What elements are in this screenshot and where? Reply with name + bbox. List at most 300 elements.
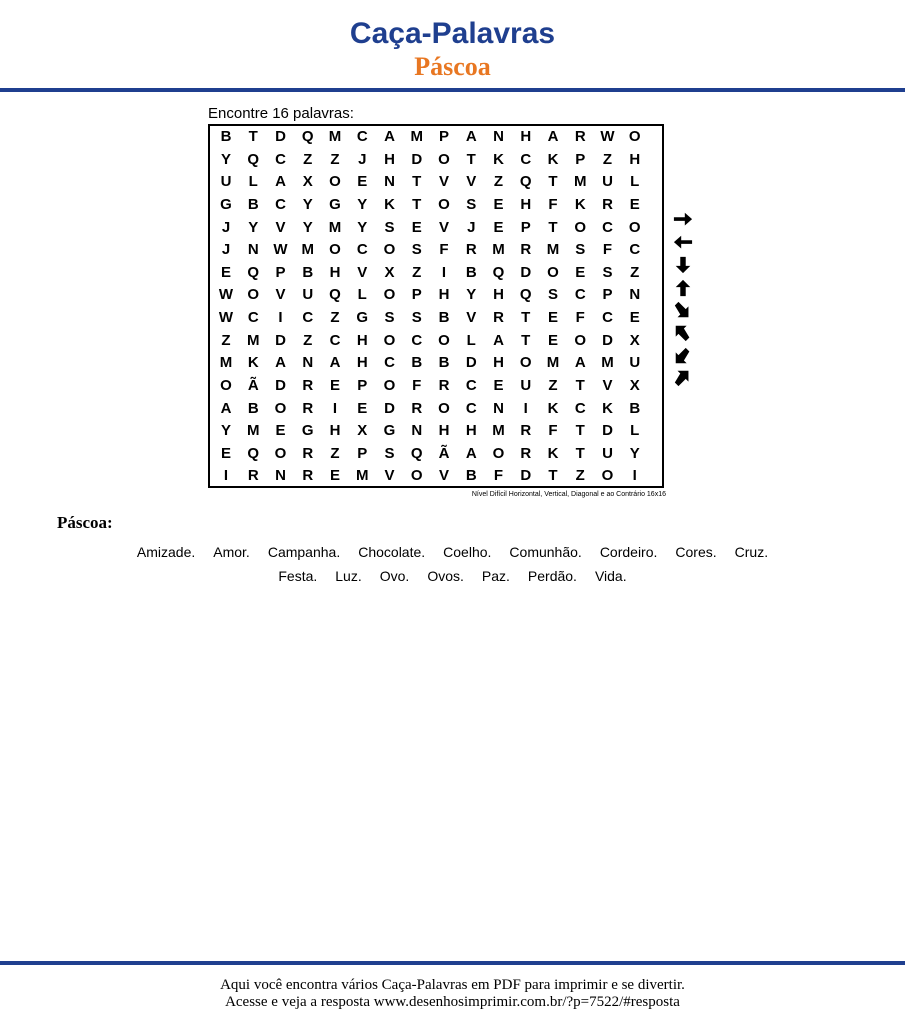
grid-cell[interactable]: J xyxy=(221,218,231,236)
grid-cell[interactable]: T xyxy=(521,331,531,349)
grid-cell[interactable]: M xyxy=(492,241,505,259)
grid-cell[interactable]: V xyxy=(602,376,613,394)
grid-cell[interactable]: D xyxy=(520,467,532,485)
grid-cell[interactable]: Z xyxy=(303,331,313,349)
grid-cell[interactable]: H xyxy=(520,195,532,213)
grid-cell[interactable]: P xyxy=(411,286,422,304)
top-divider xyxy=(0,88,905,92)
grid-cell[interactable]: D xyxy=(411,150,423,168)
grid-cell[interactable]: O xyxy=(574,218,587,236)
grid-cell[interactable]: Ã xyxy=(247,376,259,394)
grid-cell[interactable]: H xyxy=(329,263,341,281)
grid-cell[interactable]: Y xyxy=(466,286,477,304)
grid-cell[interactable]: V xyxy=(438,467,449,485)
grid-cell[interactable]: O xyxy=(274,399,287,417)
grid-cell[interactable]: L xyxy=(630,422,640,440)
grid-cell[interactable]: H xyxy=(465,422,477,440)
grid-cell[interactable]: G xyxy=(356,309,369,326)
grid-cell[interactable]: C xyxy=(329,331,341,349)
grid-row xyxy=(210,420,662,442)
arrow-up-left-icon xyxy=(670,323,696,343)
footer-text: Aqui você encontra vários Caça-Palavras em PDF para imprimir e se divertir. xyxy=(220,977,685,993)
grid-cell[interactable]: E xyxy=(629,309,640,326)
grid-cell[interactable]: E xyxy=(493,195,504,213)
grid-cell[interactable]: T xyxy=(575,376,585,394)
grid-cell[interactable]: X xyxy=(384,263,395,281)
grid-cell[interactable]: N xyxy=(384,173,395,191)
grid-cell[interactable]: Z xyxy=(575,467,585,485)
arrow-down-left-icon xyxy=(670,346,696,366)
grid-cell[interactable]: Z xyxy=(493,173,504,191)
grid-cell[interactable]: M xyxy=(328,128,342,145)
grid-cell[interactable]: W xyxy=(218,286,234,304)
grid-cell[interactable]: D xyxy=(275,128,286,145)
grid-cell[interactable]: R xyxy=(302,376,314,394)
grid-cell[interactable]: Z xyxy=(548,376,558,394)
grid-cell[interactable]: B xyxy=(302,263,314,281)
grid-cell[interactable]: P xyxy=(357,444,368,462)
grid-row xyxy=(210,307,662,329)
grid-cell[interactable]: R xyxy=(493,309,504,326)
grid-cell[interactable]: A xyxy=(384,128,395,145)
grid-cell[interactable]: S xyxy=(384,444,395,462)
grid-row xyxy=(210,398,662,420)
word-item: Campanha. xyxy=(267,544,341,560)
grid-cell[interactable]: K xyxy=(384,195,395,213)
grid-cell[interactable]: Q xyxy=(492,263,505,281)
grid-row xyxy=(210,352,662,374)
grid-cell[interactable]: E xyxy=(575,263,586,281)
grid-cell[interactable]: G xyxy=(220,195,232,213)
grid-cell[interactable]: U xyxy=(520,376,532,394)
grid-cell[interactable]: L xyxy=(630,173,640,191)
grid-cell[interactable]: O xyxy=(383,331,396,349)
grid-cell[interactable]: B xyxy=(247,195,259,213)
grid-cell[interactable]: C xyxy=(411,331,423,349)
grid-cell[interactable]: O xyxy=(628,128,641,145)
grid-cell[interactable]: X xyxy=(629,331,640,349)
grid-cell[interactable]: F xyxy=(548,422,558,440)
grid-cell[interactable]: J xyxy=(358,150,367,168)
grid-cell[interactable]: M xyxy=(410,128,423,145)
grid-cell[interactable]: R xyxy=(520,241,532,259)
grid-cell[interactable]: H xyxy=(438,422,450,440)
grid-cell[interactable]: A xyxy=(465,444,477,462)
grid-cell[interactable]: E xyxy=(411,218,422,236)
grid-cell[interactable]: H xyxy=(493,354,504,372)
grid-cell[interactable]: T xyxy=(548,218,558,236)
grid-cell[interactable]: W xyxy=(600,128,615,145)
grid-cell[interactable]: Y xyxy=(629,444,640,462)
grid-cell[interactable]: V xyxy=(438,173,449,191)
bottom-divider xyxy=(0,961,905,965)
grid-cell[interactable]: A xyxy=(493,331,504,349)
word-list-title: Páscoa: xyxy=(57,513,113,532)
grid-cell[interactable]: Z xyxy=(330,444,340,462)
direction-legend xyxy=(670,210,700,390)
grid-cell[interactable]: A xyxy=(574,354,586,372)
grid-cell[interactable]: C xyxy=(520,150,532,168)
grid-cell[interactable]: F xyxy=(412,376,422,394)
grid-row xyxy=(210,149,662,171)
word-item: Paz. xyxy=(481,568,510,584)
grid-cell[interactable]: H xyxy=(356,331,368,349)
grid-cell[interactable]: I xyxy=(278,309,283,326)
grid-cell[interactable]: Y xyxy=(302,195,313,213)
grid-cell[interactable]: B xyxy=(438,354,450,372)
grid-cell[interactable]: Q xyxy=(247,150,260,168)
grid-cell[interactable]: E xyxy=(220,444,231,462)
grid-cell[interactable]: O xyxy=(628,218,641,236)
grid-row xyxy=(210,217,662,239)
grid-cell[interactable]: R xyxy=(602,195,613,213)
grid-cell[interactable]: O xyxy=(274,444,287,462)
grid-cell[interactable]: E xyxy=(547,331,558,349)
grid-cell[interactable]: U xyxy=(602,444,613,462)
grid-cell[interactable]: A xyxy=(275,173,286,191)
grid-cell[interactable]: K xyxy=(547,150,559,168)
word-item: Luz. xyxy=(335,568,362,584)
grid-cell[interactable]: B xyxy=(629,399,641,417)
grid-cell[interactable]: G xyxy=(329,195,341,213)
grid-cell[interactable]: O xyxy=(247,286,260,304)
word-item: Coelho. xyxy=(443,544,492,560)
grid-cell[interactable]: T xyxy=(521,309,531,326)
grid-cell[interactable]: B xyxy=(465,467,477,485)
grid-cell[interactable]: U xyxy=(629,354,641,372)
grid-cell[interactable]: B xyxy=(220,128,232,145)
grid-cell[interactable]: O xyxy=(438,399,450,417)
grid-cell[interactable]: N xyxy=(302,354,314,372)
grid-cell[interactable]: O xyxy=(220,376,232,394)
grid-cell[interactable]: C xyxy=(465,399,477,417)
grid-cell[interactable]: Y xyxy=(357,218,368,236)
grid-cell[interactable]: K xyxy=(493,150,504,168)
grid-cell[interactable]: M xyxy=(574,173,587,191)
grid-cell[interactable]: F xyxy=(575,309,585,326)
grid-cell[interactable]: T xyxy=(575,444,585,462)
grid-cell[interactable]: Q xyxy=(519,173,532,191)
grid-cell[interactable]: H xyxy=(438,286,450,304)
grid-cell[interactable]: I xyxy=(223,467,229,485)
word-item: Ovo. xyxy=(379,568,410,584)
grid-cell[interactable]: Z xyxy=(412,263,422,281)
grid-row xyxy=(210,443,662,465)
word-search-grid xyxy=(208,124,664,488)
grid-cell[interactable]: M xyxy=(546,354,560,372)
grid-cell[interactable]: D xyxy=(384,399,395,417)
grid-cell[interactable]: C xyxy=(275,150,286,168)
grid-cell[interactable]: Q xyxy=(410,444,423,462)
grid-cell[interactable]: E xyxy=(357,173,368,191)
grid-cell[interactable]: V xyxy=(466,173,477,191)
word-item: Perdão. xyxy=(527,568,577,584)
grid-cell[interactable]: S xyxy=(466,195,477,213)
grid-cell[interactable]: D xyxy=(465,354,477,372)
grid-cell[interactable]: N xyxy=(493,399,504,417)
grid-cell[interactable]: Q xyxy=(247,444,260,462)
grid-cell[interactable]: F xyxy=(548,195,558,213)
grid-row xyxy=(210,194,662,216)
grid-row xyxy=(210,375,662,397)
grid-cell[interactable]: Y xyxy=(302,218,313,236)
grid-cell[interactable]: P xyxy=(357,376,368,394)
grid-cell[interactable]: V xyxy=(466,309,477,326)
grid-cell[interactable]: F xyxy=(439,241,449,259)
word-item: Cruz. xyxy=(734,544,769,560)
grid-cell[interactable]: C xyxy=(302,309,314,326)
word-item: Comunhão. xyxy=(509,544,582,560)
grid-cell[interactable]: S xyxy=(411,309,422,326)
grid-cell[interactable]: Q xyxy=(519,286,532,304)
grid-cell[interactable]: O xyxy=(383,376,396,394)
grid-cell[interactable]: A xyxy=(329,354,341,372)
grid-cell[interactable]: K xyxy=(247,354,259,372)
grid-cell[interactable]: Q xyxy=(329,286,341,304)
grid-cell[interactable]: Y xyxy=(220,422,231,440)
grid-cell[interactable]: K xyxy=(602,399,613,417)
grid-cell[interactable]: O xyxy=(438,195,450,213)
grid-cell[interactable]: Z xyxy=(630,263,640,281)
grid-cell[interactable]: Z xyxy=(221,331,231,349)
grid-cell[interactable]: N xyxy=(247,241,259,259)
grid-cell[interactable]: Z xyxy=(602,150,613,168)
grid-cell[interactable]: G xyxy=(301,422,314,440)
grid-cell[interactable]: D xyxy=(520,263,532,281)
grid-cell[interactable]: E xyxy=(493,218,504,236)
grid-cell[interactable]: C xyxy=(275,195,286,213)
grid-cell[interactable]: H xyxy=(520,128,532,145)
grid-cell[interactable]: U xyxy=(220,173,232,191)
grid-cell[interactable]: Y xyxy=(357,195,368,213)
grid-cell[interactable]: T xyxy=(548,467,558,485)
grid-row xyxy=(210,126,662,148)
grid-cell[interactable]: C xyxy=(574,399,586,417)
grid-cell[interactable]: P xyxy=(438,128,449,145)
grid-cell[interactable]: R xyxy=(465,241,477,259)
grid-cell[interactable]: C xyxy=(247,309,259,326)
grid-cell[interactable]: V xyxy=(384,467,395,485)
word-item: Amizade. xyxy=(136,544,196,560)
page-title: Caça-Palavras xyxy=(349,17,556,50)
grid-cell[interactable]: X xyxy=(302,173,313,191)
grid-cell[interactable]: Z xyxy=(303,150,313,168)
grid-cell[interactable]: Y xyxy=(248,218,259,236)
grid-cell[interactable]: O xyxy=(492,444,505,462)
grid-cell[interactable]: O xyxy=(410,467,423,485)
word-list-line-1 xyxy=(0,543,905,561)
arrow-down-right-icon xyxy=(670,300,696,320)
grid-cell[interactable]: E xyxy=(493,376,504,394)
grid-cell[interactable]: T xyxy=(466,150,476,168)
grid-cell[interactable]: P xyxy=(602,286,613,304)
word-item: Vida. xyxy=(594,568,627,584)
grid-cell[interactable]: B xyxy=(411,354,423,372)
grid-cell[interactable]: C xyxy=(356,241,368,259)
grid-cell[interactable]: O xyxy=(329,241,341,259)
grid-cell[interactable]: O xyxy=(438,150,450,168)
grid-cell[interactable]: A xyxy=(547,128,559,145)
grid-cell[interactable]: L xyxy=(248,173,258,191)
grid-cell[interactable]: Y xyxy=(220,150,231,168)
grid-cell[interactable]: R xyxy=(411,399,423,417)
grid-row xyxy=(210,171,662,193)
grid-cell[interactable]: Ã xyxy=(438,444,450,462)
grid-cell[interactable]: S xyxy=(411,241,422,259)
grid-cell[interactable]: C xyxy=(629,241,641,259)
grid-cell[interactable]: T xyxy=(248,128,258,145)
grid-cell[interactable]: O xyxy=(383,241,396,259)
grid-cell[interactable]: Q xyxy=(247,263,260,281)
grid-cell[interactable]: E xyxy=(629,195,640,213)
arrow-left-icon xyxy=(670,233,696,253)
grid-cell[interactable]: C xyxy=(602,218,613,236)
grid-cell[interactable]: Z xyxy=(330,309,340,326)
grid-cell[interactable]: O xyxy=(383,286,396,304)
grid-row xyxy=(210,262,662,284)
grid-cell[interactable]: R xyxy=(574,128,586,145)
grid-cell[interactable]: L xyxy=(357,286,367,304)
grid-row xyxy=(210,284,662,306)
grid-cell[interactable]: I xyxy=(632,467,637,485)
grid-cell[interactable]: E xyxy=(357,399,368,417)
grid-cell[interactable]: M xyxy=(328,218,342,236)
grid-cell[interactable]: I xyxy=(332,399,338,417)
grid-cell[interactable]: M xyxy=(247,331,260,349)
grid-cell[interactable]: A xyxy=(275,354,286,372)
grid-cell[interactable]: X xyxy=(357,422,368,440)
grid-cell[interactable]: M xyxy=(601,354,614,372)
grid-cell[interactable]: D xyxy=(602,422,613,440)
grid-cell[interactable]: C xyxy=(574,286,586,304)
grid-cell[interactable]: O xyxy=(574,331,587,349)
grid-cell[interactable]: N xyxy=(629,286,641,304)
grid-cell[interactable]: H xyxy=(384,150,395,168)
grid-cell[interactable]: U xyxy=(602,173,613,191)
grid-cell[interactable]: V xyxy=(275,218,286,236)
grid-cell[interactable]: E xyxy=(329,467,340,485)
grid-cell[interactable]: J xyxy=(467,218,476,236)
grid-cell[interactable]: V xyxy=(357,263,368,281)
grid-cell[interactable]: M xyxy=(546,241,560,259)
grid-cell[interactable]: Q xyxy=(301,128,314,145)
grid-cell[interactable]: E xyxy=(329,376,340,394)
grid-cell[interactable]: T xyxy=(548,173,558,191)
grid-cell[interactable]: U xyxy=(302,286,314,304)
grid-cell[interactable]: M xyxy=(247,422,260,440)
grid-cell[interactable]: B xyxy=(438,309,450,326)
level-note: Nível Difícil Horizontal, Vertical, Diagonal e ao Contrário 16x16 xyxy=(471,491,666,498)
grid-cell[interactable]: G xyxy=(383,422,396,440)
grid-cell[interactable]: X xyxy=(629,376,640,394)
grid-cell[interactable]: L xyxy=(466,331,476,349)
grid-cell[interactable]: S xyxy=(384,309,395,326)
grid-cell[interactable]: O xyxy=(519,354,532,372)
grid-cell[interactable]: A xyxy=(465,128,477,145)
grid-cell[interactable]: E xyxy=(275,422,286,440)
grid-row xyxy=(210,239,662,261)
grid-cell[interactable]: W xyxy=(218,309,234,326)
grid-cell[interactable]: K xyxy=(574,195,586,213)
grid-cell[interactable]: C xyxy=(384,354,395,372)
grid-cell[interactable]: F xyxy=(493,467,504,485)
grid-cell[interactable]: O xyxy=(547,263,559,281)
grid-cell[interactable]: N xyxy=(493,128,504,145)
grid-cell[interactable]: D xyxy=(602,331,613,349)
grid-cell[interactable]: O xyxy=(329,173,341,191)
grid-cell[interactable]: J xyxy=(221,241,231,259)
grid-cell[interactable]: S xyxy=(547,286,558,304)
grid-cell[interactable]: H xyxy=(329,422,341,440)
grid-cell[interactable]: K xyxy=(547,444,559,462)
grid-cell[interactable]: S xyxy=(602,263,613,281)
grid-cell[interactable]: B xyxy=(247,399,259,417)
grid-cell[interactable]: H xyxy=(356,354,368,372)
grid-cell[interactable]: H xyxy=(629,150,641,168)
grid-cell[interactable]: E xyxy=(220,263,231,281)
grid-cell[interactable]: R xyxy=(520,444,532,462)
grid-cell[interactable]: Z xyxy=(330,150,340,168)
footer-link-text[interactable]: Acesse e veja a resposta www.desenhosimprimir.com.br/?p=7522/#resposta xyxy=(225,994,680,1010)
grid-cell[interactable]: A xyxy=(220,399,232,417)
grid-cell[interactable]: M xyxy=(492,422,505,440)
grid-cell[interactable]: S xyxy=(384,218,395,236)
grid-cell[interactable]: R xyxy=(302,467,314,485)
grid-cell[interactable]: F xyxy=(602,241,613,259)
grid-cell[interactable]: P xyxy=(575,150,586,168)
grid-cell[interactable]: T xyxy=(575,422,585,440)
puzzle-instruction: Encontre 16 palavras: xyxy=(208,105,354,122)
grid-cell[interactable]: K xyxy=(547,399,559,417)
word-item: Amor. xyxy=(213,544,250,560)
grid-cell[interactable]: N xyxy=(275,467,286,485)
grid-cell[interactable]: R xyxy=(302,444,314,462)
grid-cell[interactable]: R xyxy=(302,399,314,417)
grid-cell[interactable]: T xyxy=(412,195,422,213)
grid-cell[interactable]: R xyxy=(438,376,450,394)
grid-cell[interactable]: I xyxy=(523,399,528,417)
grid-cell[interactable]: C xyxy=(602,309,613,326)
grid-cell[interactable]: P xyxy=(275,263,286,281)
word-item: Chocolate. xyxy=(358,544,426,560)
grid-cell[interactable]: C xyxy=(356,128,368,145)
grid-cell[interactable]: C xyxy=(465,376,477,394)
grid-cell[interactable]: I xyxy=(441,263,447,281)
grid-cell[interactable]: M xyxy=(219,354,233,372)
grid-cell[interactable]: B xyxy=(465,263,477,281)
grid-cell[interactable]: V xyxy=(275,286,286,304)
arrow-up-icon xyxy=(670,278,696,298)
grid-cell[interactable]: S xyxy=(575,241,586,259)
grid-cell[interactable]: P xyxy=(520,218,531,236)
grid-cell[interactable]: M xyxy=(301,241,314,259)
grid-cell[interactable]: M xyxy=(356,467,369,485)
arrow-up-right-icon xyxy=(670,368,696,388)
grid-cell[interactable]: R xyxy=(520,422,532,440)
grid-cell[interactable]: O xyxy=(438,331,450,349)
grid-cell[interactable]: R xyxy=(247,467,259,485)
grid-row xyxy=(210,330,662,352)
grid-cell[interactable]: N xyxy=(411,422,423,440)
grid-cell[interactable]: W xyxy=(273,241,288,259)
grid-cell[interactable]: V xyxy=(438,218,449,236)
grid-cell[interactable]: E xyxy=(547,309,558,326)
grid-cell[interactable]: O xyxy=(601,467,614,485)
grid-cell[interactable]: H xyxy=(493,286,504,304)
grid-cell[interactable]: D xyxy=(275,376,286,394)
grid-cell[interactable]: D xyxy=(275,331,286,349)
grid-cell[interactable]: T xyxy=(412,173,422,191)
